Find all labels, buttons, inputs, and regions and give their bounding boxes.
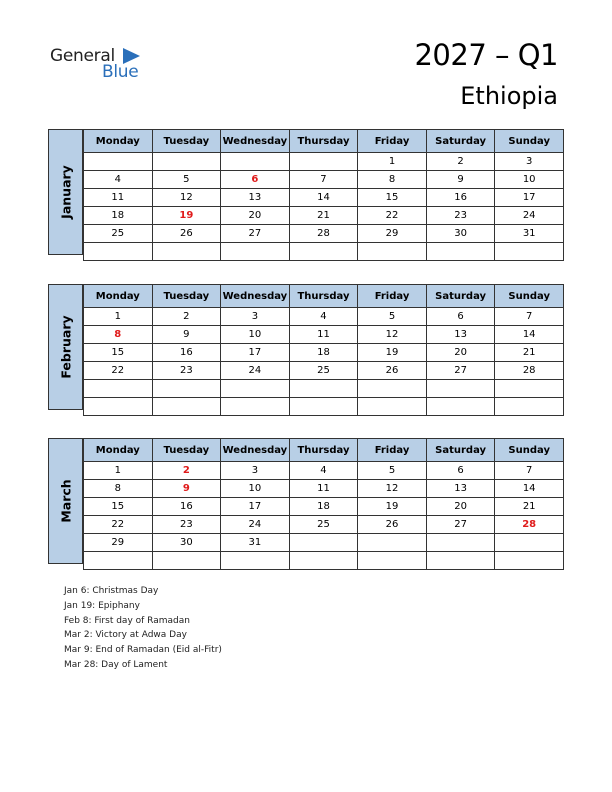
empty-day-cell [495, 380, 564, 398]
weekday-header: Monday [84, 130, 153, 153]
empty-day-cell [358, 534, 427, 552]
day-cell: 21 [495, 498, 564, 516]
weekday-header: Tuesday [152, 130, 221, 153]
day-cell: 13 [221, 189, 290, 207]
weekday-header: Friday [358, 130, 427, 153]
day-cell: 17 [221, 344, 290, 362]
weekday-header: Wednesday [221, 285, 290, 308]
empty-day-cell [221, 243, 290, 261]
day-cell: 18 [84, 207, 153, 225]
day-cell: 18 [289, 498, 358, 516]
week-row [84, 362, 564, 380]
day-cell: 19 [358, 344, 427, 362]
day-cell: 7 [495, 308, 564, 326]
day-cell: 28 [495, 362, 564, 380]
week-row [84, 243, 564, 261]
day-cell: 25 [289, 362, 358, 380]
day-cell: 27 [426, 516, 495, 534]
empty-day-cell [152, 243, 221, 261]
weekday-header: Monday [84, 285, 153, 308]
day-cell: 3 [221, 462, 290, 480]
empty-day-cell [495, 534, 564, 552]
week-row [84, 480, 564, 498]
day-cell: 13 [426, 326, 495, 344]
weekday-header: Sunday [495, 285, 564, 308]
month-block-january [48, 129, 564, 255]
day-cell: 30 [426, 225, 495, 243]
empty-day-cell [152, 398, 221, 416]
weekday-header-row [84, 439, 564, 462]
day-cell: 3 [495, 153, 564, 171]
day-cell: 10 [221, 480, 290, 498]
empty-day-cell [152, 552, 221, 570]
empty-day-cell [84, 398, 153, 416]
month-block-february [48, 284, 564, 410]
month-label [48, 129, 83, 255]
weekday-header: Wednesday [221, 439, 290, 462]
week-row [84, 534, 564, 552]
day-cell: 25 [84, 225, 153, 243]
day-cell: 14 [495, 326, 564, 344]
day-cell: 15 [358, 189, 427, 207]
empty-day-cell [289, 153, 358, 171]
week-row [84, 516, 564, 534]
weekday-header: Wednesday [221, 130, 290, 153]
day-cell: 8 [84, 480, 153, 498]
weekday-header: Saturday [426, 439, 495, 462]
page-title: 2027 – Q1 [414, 38, 558, 72]
week-row [84, 189, 564, 207]
day-cell: 8 [358, 171, 427, 189]
month-name: February [58, 315, 73, 379]
empty-day-cell [221, 398, 290, 416]
empty-day-cell [84, 153, 153, 171]
day-cell: 16 [152, 344, 221, 362]
day-cell: 29 [84, 534, 153, 552]
day-cell: 15 [84, 498, 153, 516]
weekday-header: Monday [84, 439, 153, 462]
day-cell: 24 [221, 362, 290, 380]
holiday-note: Feb 8: First day of Ramadan [64, 615, 190, 626]
day-cell: 31 [221, 534, 290, 552]
week-row [84, 207, 564, 225]
week-row [84, 225, 564, 243]
day-cell: 21 [495, 344, 564, 362]
empty-day-cell [426, 552, 495, 570]
weekday-header: Tuesday [152, 439, 221, 462]
empty-day-cell [289, 534, 358, 552]
holiday-notes [64, 584, 222, 673]
holiday-note: Jan 19: Epiphany [64, 600, 140, 611]
weekday-header: Tuesday [152, 285, 221, 308]
week-row [84, 171, 564, 189]
logo-text-blue: Blue [102, 62, 139, 82]
day-cell: 15 [84, 344, 153, 362]
day-cell: 27 [221, 225, 290, 243]
holiday-note: Mar 2: Victory at Adwa Day [64, 630, 187, 641]
day-cell: 2 [152, 308, 221, 326]
day-cell: 22 [84, 362, 153, 380]
day-cell: 12 [152, 189, 221, 207]
month-name: January [58, 165, 73, 219]
day-cell: 23 [152, 516, 221, 534]
day-cell: 31 [495, 225, 564, 243]
day-cell: 1 [84, 308, 153, 326]
empty-day-cell [84, 380, 153, 398]
day-cell: 9 [152, 480, 221, 498]
day-cell: 6 [426, 308, 495, 326]
day-cell: 9 [152, 326, 221, 344]
weekday-header: Friday [358, 439, 427, 462]
day-cell: 8 [84, 326, 153, 344]
day-cell: 17 [221, 498, 290, 516]
week-row [84, 308, 564, 326]
empty-day-cell [221, 380, 290, 398]
day-cell: 27 [426, 362, 495, 380]
empty-day-cell [358, 552, 427, 570]
weekday-header: Thursday [289, 130, 358, 153]
day-cell: 11 [84, 189, 153, 207]
day-cell: 1 [358, 153, 427, 171]
week-row [84, 398, 564, 416]
day-cell: 9 [426, 171, 495, 189]
empty-day-cell [289, 380, 358, 398]
empty-day-cell [358, 380, 427, 398]
day-cell: 4 [289, 308, 358, 326]
day-cell: 16 [426, 189, 495, 207]
day-cell: 23 [426, 207, 495, 225]
day-cell: 19 [358, 498, 427, 516]
weekday-header: Friday [358, 285, 427, 308]
week-row [84, 344, 564, 362]
day-cell: 10 [221, 326, 290, 344]
day-cell: 24 [221, 516, 290, 534]
day-cell: 17 [495, 189, 564, 207]
empty-day-cell [289, 552, 358, 570]
weekday-header: Sunday [495, 130, 564, 153]
day-cell: 20 [221, 207, 290, 225]
day-cell: 20 [426, 344, 495, 362]
month-label [48, 438, 83, 564]
day-cell: 30 [152, 534, 221, 552]
day-cell: 18 [289, 344, 358, 362]
day-cell: 4 [84, 171, 153, 189]
day-cell: 3 [221, 308, 290, 326]
empty-day-cell [495, 398, 564, 416]
day-cell: 28 [495, 516, 564, 534]
day-cell: 12 [358, 326, 427, 344]
month-grid [83, 129, 564, 261]
empty-day-cell [84, 243, 153, 261]
week-row [84, 326, 564, 344]
weekday-header: Sunday [495, 439, 564, 462]
month-name: March [58, 479, 73, 523]
day-cell: 5 [358, 462, 427, 480]
empty-day-cell [221, 552, 290, 570]
week-row [84, 380, 564, 398]
day-cell: 28 [289, 225, 358, 243]
weekday-header: Thursday [289, 285, 358, 308]
day-cell: 22 [358, 207, 427, 225]
empty-day-cell [289, 243, 358, 261]
weekday-header: Thursday [289, 439, 358, 462]
empty-day-cell [495, 243, 564, 261]
day-cell: 6 [221, 171, 290, 189]
holiday-note: Mar 28: Day of Lament [64, 659, 168, 670]
month-block-march [48, 438, 564, 564]
day-cell: 5 [152, 171, 221, 189]
day-cell: 29 [358, 225, 427, 243]
empty-day-cell [495, 552, 564, 570]
empty-day-cell [358, 398, 427, 416]
day-cell: 21 [289, 207, 358, 225]
day-cell: 13 [426, 480, 495, 498]
empty-day-cell [426, 243, 495, 261]
day-cell: 19 [152, 207, 221, 225]
empty-day-cell [289, 398, 358, 416]
empty-day-cell [221, 153, 290, 171]
weekday-header-row [84, 130, 564, 153]
country-name: Ethiopia [460, 82, 558, 110]
holiday-note: Jan 6: Christmas Day [64, 586, 159, 596]
week-row [84, 552, 564, 570]
day-cell: 6 [426, 462, 495, 480]
day-cell: 26 [358, 516, 427, 534]
empty-day-cell [426, 534, 495, 552]
weekday-header-row [84, 285, 564, 308]
day-cell: 10 [495, 171, 564, 189]
holiday-note: Mar 9: End of Ramadan (Eid al-Fitr) [64, 645, 222, 656]
week-row [84, 153, 564, 171]
day-cell: 5 [358, 308, 427, 326]
generalblue-logo [50, 44, 150, 84]
logo-text-general: General [50, 46, 115, 66]
day-cell: 2 [152, 462, 221, 480]
day-cell: 23 [152, 362, 221, 380]
empty-day-cell [426, 380, 495, 398]
day-cell: 11 [289, 326, 358, 344]
day-cell: 24 [495, 207, 564, 225]
day-cell: 26 [152, 225, 221, 243]
empty-day-cell [426, 398, 495, 416]
empty-day-cell [358, 243, 427, 261]
day-cell: 16 [152, 498, 221, 516]
day-cell: 26 [358, 362, 427, 380]
day-cell: 14 [495, 480, 564, 498]
empty-day-cell [84, 552, 153, 570]
empty-day-cell [152, 153, 221, 171]
month-grid [83, 438, 564, 570]
month-grid [83, 284, 564, 416]
weekday-header: Saturday [426, 130, 495, 153]
day-cell: 20 [426, 498, 495, 516]
day-cell: 25 [289, 516, 358, 534]
day-cell: 14 [289, 189, 358, 207]
day-cell: 11 [289, 480, 358, 498]
week-row [84, 498, 564, 516]
day-cell: 7 [495, 462, 564, 480]
day-cell: 2 [426, 153, 495, 171]
month-label [48, 284, 83, 410]
weekday-header: Saturday [426, 285, 495, 308]
day-cell: 22 [84, 516, 153, 534]
empty-day-cell [152, 380, 221, 398]
day-cell: 1 [84, 462, 153, 480]
day-cell: 4 [289, 462, 358, 480]
day-cell: 7 [289, 171, 358, 189]
day-cell: 12 [358, 480, 427, 498]
week-row [84, 462, 564, 480]
